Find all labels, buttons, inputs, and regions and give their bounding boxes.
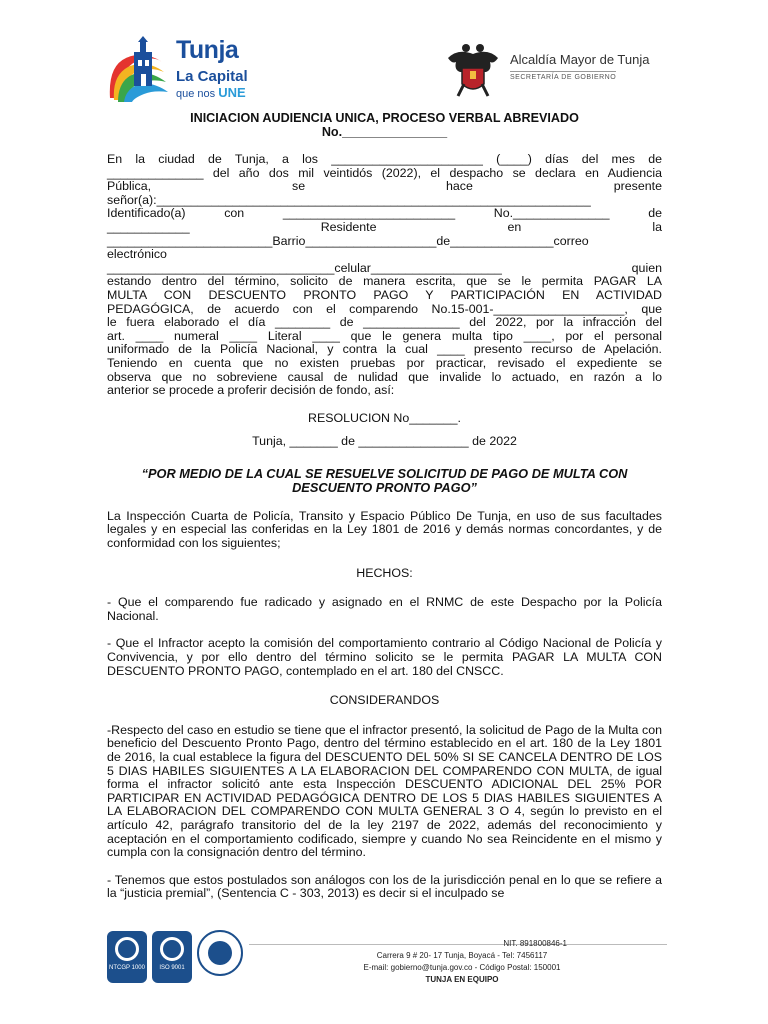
tunja-castle-icon [104, 36, 174, 108]
inspeccion-paragraph: La Inspección Cuarta de Policía, Transito y Espacio Público De Tunja, en uso de sus facultades legales y en especial las conferidas en la Ley 1801 de 2016 y demás normas concordantes, y de conformidad con los siguientes; [107, 508, 662, 551]
document-title: INICIACION AUDIENCIA UNICA, PROCESO VERBAL ABREVIADO [190, 111, 579, 125]
hecho-paragraph: - Que el comparendo fue radicado y asignado en el RNMC de este Despacho por la Policía Nacional. [107, 595, 662, 623]
ntcgp-certification-badge: NTCGP 1000 [107, 931, 147, 983]
certification-seal-icon [197, 930, 243, 976]
certification-icon [115, 937, 139, 961]
tunja-tagline-2: que nos UNE [176, 85, 246, 100]
intro-line: señor(a):_______________________________________________________________ [107, 192, 591, 207]
intro-line: PEDAGÓGICA, de acuerdo con el comparendo No.15-001-___________________, que [107, 301, 662, 316]
certification-icon [160, 937, 184, 961]
tunja-tagline: La Capital [176, 68, 248, 85]
resolucion-number: RESOLUCION No_______. [308, 410, 461, 425]
intro-line: art. ____ numeral ____ Literal ____ que le genera multa tipo ____, por el personal [107, 328, 662, 343]
resolucion-date: Tunja, _______ de ________________ de 2022 [252, 434, 517, 449]
footer-nit: NIT. 891800846-1 [503, 939, 567, 948]
alcaldia-title: Alcaldía Mayor de Tunja [510, 52, 650, 67]
resolution-heading: “POR MEDIO DE LA CUAL SE RESUELVE SOLICITUD DE PAGO DE MULTA CON DESCUENTO PRONTO PAGO” [141, 465, 628, 496]
secretaria-subtitle: SECRETARÍA DE GOBIERNO [510, 71, 616, 81]
intro-paragraph [107, 153, 662, 398]
intro-line: _________________________________celular___________________ quien [107, 260, 662, 275]
footer-motto: TUNJA EN EQUIPO [425, 975, 499, 984]
intro-line: MULTA CON DESCUENTO PRONTO PAGO Y PARTICIPACIÓN EN ACTIVIDAD [107, 287, 662, 302]
document-number: No._______________ [321, 125, 448, 139]
tunja-logo [104, 36, 254, 108]
document-body [107, 111, 662, 901]
intro-line: Identificado(a) con _________________________ No.______________ de [107, 206, 662, 221]
intro-line: le fuera elaborado el día ________ de ______________ del 2022, por la infracción del [107, 315, 662, 330]
intro-line: electrónico [107, 247, 167, 262]
intro-line: estando dentro del término, solicito de manera escrita, que se le permita PAGAR LA [107, 274, 662, 289]
footer-address: Carrera 9 # 20- 17 Tunja, Boyacá - Tel: 7456117 [376, 951, 548, 960]
intro-line: ____________ Residente en la [107, 219, 662, 234]
intro-line: ________________________Barrio___________________de_______________correo [107, 233, 589, 248]
intro-line: Pública, se hace presente [107, 179, 662, 194]
intro-line: observa que no sobreviene causal de nulidad que invalide lo actuado, en razón a lo [107, 369, 662, 384]
considerando-paragraph: - Tenemos que estos postulados son análogos con los de la jurisdicción penal en lo que se refiere a la “justicia premial”, (Sentencia C - 303, 2013) es decir si el inculpado se [107, 872, 662, 901]
intro-line: ______________ del año dos mil veintidós (2022), el despacho se declara en Audiencia [107, 165, 662, 180]
intro-line: En la ciudad de Tunja, a los ______________________ (____) días del mes de [107, 152, 662, 166]
alcaldia-logo [444, 38, 674, 100]
tunja-wordmark: Tunja [176, 36, 239, 64]
considerandos-heading: CONSIDERANDOS [329, 693, 440, 708]
hechos-heading: HECHOS: [356, 565, 413, 580]
iso-certification-badge: ISO 9001 [152, 931, 192, 983]
page-footer [107, 928, 667, 988]
intro-line: anterior se procede a proferir decisión de fondo, así: [107, 383, 395, 398]
considerando-paragraph: -Respecto del caso en estudio se tiene que el infractor presentó, la solicitud de Pago de la Multa con beneficio del Descuento Pronto Pago, dentro del término establecido en el art. 180 de la Ley 1801 de 2016, la cual establece la figura del DESCUENTO DEL 50% SI SE CANCELA DENTRO DE LOS 5 DIAS HABILES SIGUIENTES A LA ELABORACION DEL COMPARENDO CON MULTA, de igual forma el infractor solicitó ante esta Inspección DESCUENTO ADICIONAL DEL 25% POR PARTICIPAR EN ACTIVIDAD PEDAGÓGICA DENTRO DE LOS 5 DIAS HABILES SIGUIENTES A LA ELABORACION DEL COMPARENDO CON MULTA GENERAL 3 O 4, según lo previsto en el artículo 42, parágrafo transitorio del de la ley 2197 de 2022, además del reconocimiento y aceptación en el comportamiento codificado, siempre y cuando No sea Reincidente en el mismo y cumpla con la consignación dentro del término. [107, 722, 662, 860]
intro-line: Teniendo en cuenta que no existen pruebas por practicar, revisado el expediente se [107, 355, 662, 370]
coat-of-arms-icon [444, 38, 502, 100]
footer-email: E-mail: gobierno@tunja.gov.co - Código Postal: 150001 [363, 963, 561, 972]
hecho-paragraph: - Que el Infractor acepto la comisión del comportamiento contrario al Código Nacional de Policía y Convivencia, y por ello dentro del término solicito se le permita PAGAR LA MULTA CON DESCUENTO PRONTO PAGO, contemplado en el art. 180 del CNSCC. [107, 636, 662, 678]
footer-contact-info [317, 938, 607, 986]
intro-line: uniformado de la Policía Nacional, y contra la cual ____ presento recurso de Apelación. [107, 342, 662, 357]
